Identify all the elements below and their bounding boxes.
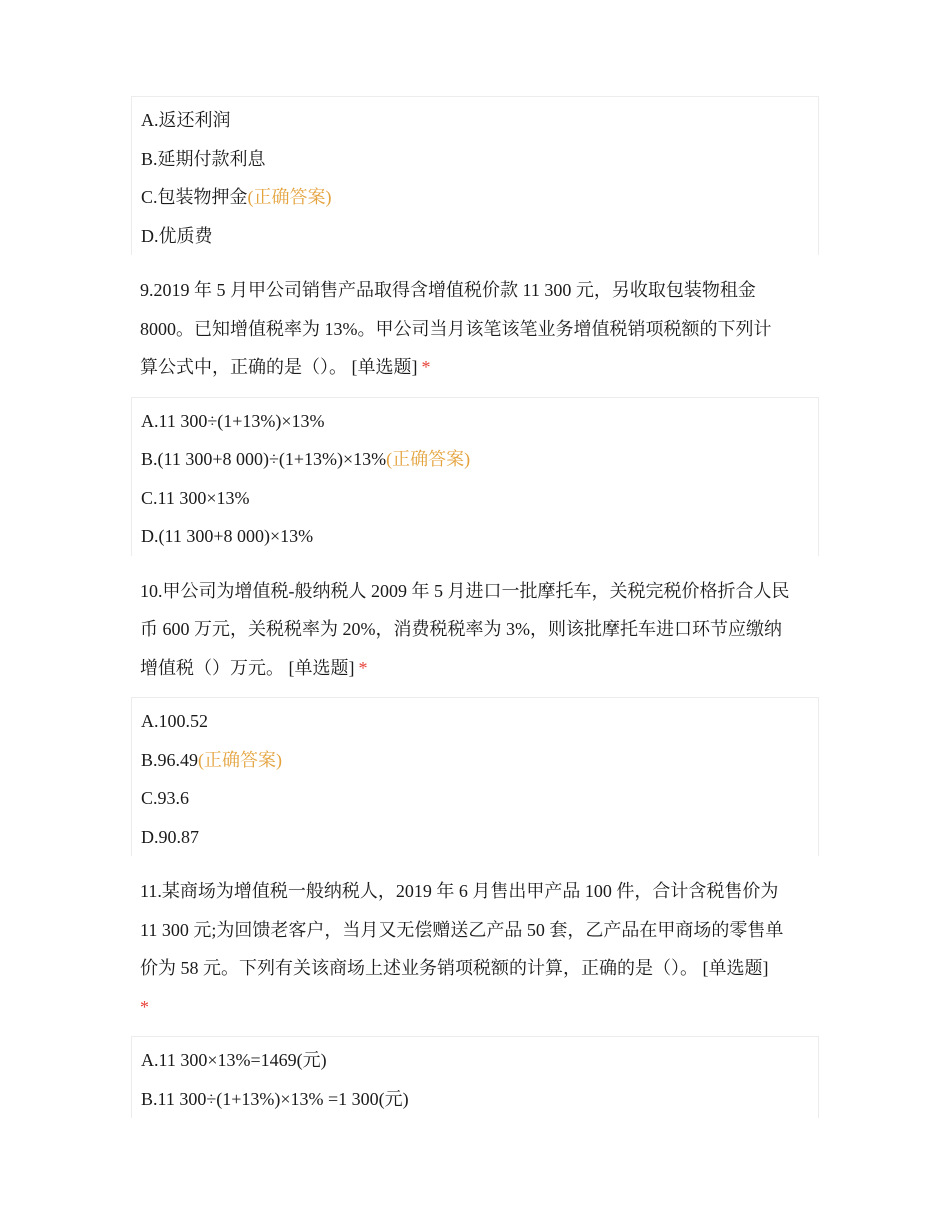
option-q9-c[interactable] [141,479,818,518]
option-q10-d[interactable] [141,818,818,857]
option-text: B.(11 300+8 000)÷(1+13%)×13% [141,449,387,469]
options-box-q9 [131,397,819,556]
option-text: A.100.52 [141,711,208,731]
option-q8-d[interactable] [141,217,818,256]
question-11 [131,856,811,1036]
option-q9-a[interactable] [141,402,818,441]
option-q9-d[interactable] [141,517,818,556]
option-q9-b[interactable] [141,440,818,479]
quiz-page [131,96,819,1118]
option-text: C.93.6 [141,788,190,808]
question-9 [131,255,811,397]
option-text: A.11 300×13%=1469(元) [141,1050,327,1070]
option-text: D.(11 300+8 000)×13% [141,526,314,546]
question-line: 币 600 万元，关税税率为 20%，消费税税率为 3%，则该批摩托车进口环节应缴纳 [140,619,782,639]
question-10 [131,556,811,698]
option-q10-a[interactable] [141,702,818,741]
option-text: D.优质费 [141,225,213,246]
question-line: 11.某商场为增值税一般纳税人，2019 年 6 月售出甲产品 100 件，合计含税售价为 [140,881,779,901]
option-text: C.11 300×13% [141,487,250,508]
option-text: B.延期付款利息 [141,148,266,169]
options-box-q8 [131,96,819,255]
correct-answer-tag: (正确答案) [198,749,283,770]
option-text: B.11 300÷(1+13%)×13% =1 300(元) [141,1088,409,1109]
question-line: 11 300 元;为回馈老客户，当月又无偿赠送乙产品 50 套，乙产品在甲商场的零售单 [140,919,784,940]
question-line: 8000。已知增值税率为 13%。甲公司当月该笔该笔业务增值税销项税额的下列计 [140,318,772,339]
correct-answer-tag: (正确答案) [247,187,332,207]
option-q10-b[interactable] [141,741,818,780]
option-q8-c[interactable] [141,178,818,217]
required-mark: * [421,357,431,377]
question-line [140,988,811,1027]
option-q8-a[interactable] [141,101,818,140]
option-text: D.90.87 [141,826,199,847]
correct-answer-tag: (正确答案) [386,449,471,469]
option-text: A.11 300÷(1+13%)×13% [141,410,325,431]
option-text: B.96.49 [141,749,199,770]
question-line-text: 增值税（）万元。 [单选题] [140,657,355,678]
question-line: 价为 58 元。下列有关该商场上述业务销项税额的计算，正确的是（）。 [单选题] [140,958,769,978]
option-text: A.返还利润 [141,110,231,130]
question-line [140,348,811,387]
options-box-q10 [131,697,819,856]
required-mark: * [358,657,368,678]
question-line-text: 算公式中，正确的是（）。 [单选题] [140,357,418,377]
option-q8-b[interactable] [141,140,818,179]
question-line: 10.甲公司为增值税-般纳税人 2009 年 5 月进口一批摩托车，关税完税价格折合人民 [140,580,790,601]
option-q11-a[interactable] [141,1041,818,1080]
question-line [140,649,811,688]
option-q10-c[interactable] [141,779,818,818]
required-mark: * [140,996,149,1017]
option-text: C.包装物押金 [141,187,248,207]
options-box-q11 [131,1036,819,1118]
option-q11-b[interactable] [141,1080,818,1119]
question-line: 9.2019 年 5 月甲公司销售产品取得含增值税价款 11 300 元，另收取包装物租金 [140,280,756,300]
